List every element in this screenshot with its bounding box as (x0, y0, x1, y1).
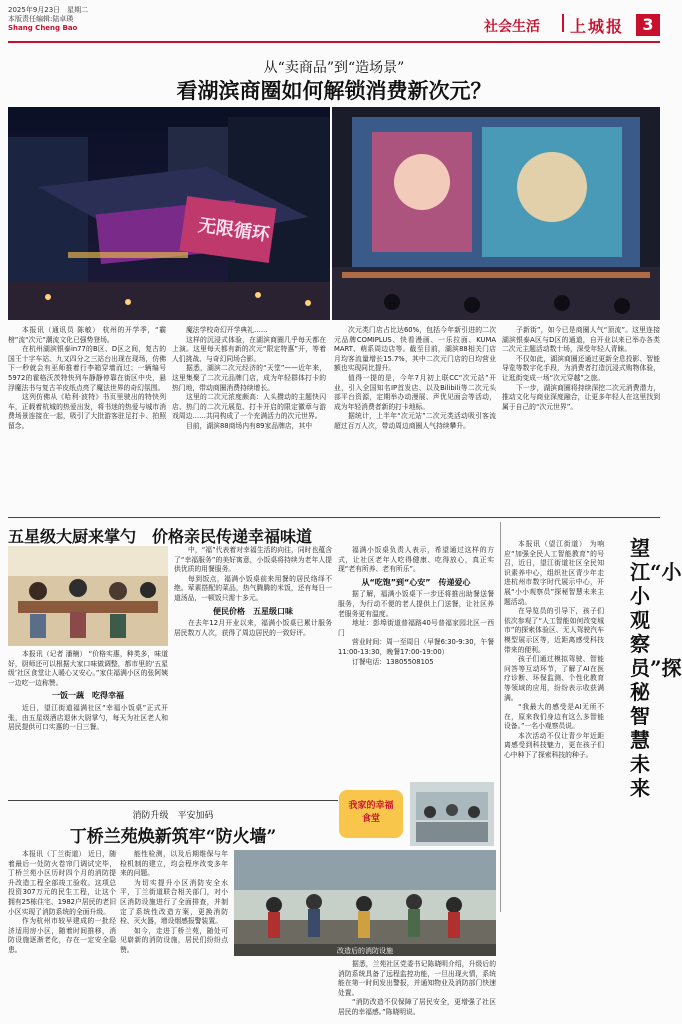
story2-para: 近日，望江街道福满社区“幸福小饭桌”正式开张，由五星级酒店退休大厨掌勺，每天为社区老人和居民提供可口实惠的一日三餐。 (8, 703, 168, 732)
story1-para: 这样的沉浸式体验，在湖滨商圈几乎每天都在上演。这里每天都有新的次元“限定特惠”开，等着人们挑战、与奇幻同场合影。 (172, 335, 326, 363)
story1-para: 子新街”，如今已是商圈人气“顶流”。这里连接湖滨银泰A区与D区的通道，自开业以来已举办各类二次元主题活动数十场，深受年轻人青睐。 (502, 326, 660, 354)
happy-canteen-badge (339, 790, 403, 838)
story2-para: 中，“福”代表着对幸福生活的向往，同时也蕴含了“幸福服务”的美好寓意，小饭桌将持续为老年人提供优质的用餐服务。 (174, 546, 332, 574)
story1-para: 不仅如此，湖滨商圈还通过更新全息投影、智能导览等数字化手段，为消费者打造沉浸式购物体验，让逛街变成一场“次元穿越”之旅。 (502, 354, 660, 382)
story3-column (504, 540, 604, 910)
story1-column-3 (334, 326, 496, 514)
header-meta (8, 6, 88, 33)
story2-column-2 (174, 546, 332, 800)
story3-title-box (612, 536, 682, 916)
story3-para: 本次活动不仅让青少年近距离感受到科技魅力，更在孩子们心中种下了探索科技的种子。 (504, 731, 604, 760)
story2-subhead-3: 从“吃饱”到“心安” 传递爱心 (361, 577, 471, 587)
story1-para: 次元类门店占比达60%，包括今年新引进的二次元品牌COMIPLUS、快看漫画、一乐拉面、KUMA MART、萌系周边店等。截至目前，湖滨88相关门店月均客流量增长15.7%，其中二次元门店的日均营业额也实现同比提升。 (334, 326, 496, 373)
story2-para: 在去年12月开业以来，福满小饭桌已累计服务居民数万人次，获得了周边居民的一致好评。 (174, 619, 332, 637)
page-number: 3 (636, 14, 660, 36)
story2-para: 地址：彭埠街道普福路40号普福家园北区一西门 (338, 619, 494, 637)
section-title: 社会生活 (484, 19, 540, 35)
story1-para: 据悉，湖滨二次元经济的“天堂”——近年来，这里集聚了二次元品牌门店，成为年轻群体打卡的热门地，带动商圈消费持续增长。 (172, 364, 326, 392)
story2-column-3 (338, 546, 494, 786)
badge-text: 我家的幸福食堂 (348, 801, 394, 824)
story2-para: 福满小饭桌负责人表示，希望通过这样的方式，让社区老年人吃得健康、吃得放心，真正实现“老有所养、老有所乐”。 (338, 546, 494, 574)
story3-para: 本报讯（望江街道） 为响应“加强全民人工智能教育”的号召，近日，望江街道社区全民知识素养中心，组织社区青少年走进杭州市数字时代展示中心，开展“小小观察员”探秘智慧未来主题活动。 (504, 540, 604, 606)
story1-para: 魔法学校奇幻开学典礼…… (186, 326, 268, 334)
story2-para: 每到饭点，福满小饭桌前来用餐的居民络绎不绝。荤素搭配的菜品，热气腾腾的米饭，还有每日一道汤品，一顿饭只需十多元。 (174, 574, 332, 602)
story2-headline: 五星级大厨来掌勺 价格亲民传递幸福味道 (8, 527, 313, 546)
story3-headline: 望江“小小观察员”探秘智慧未来 (630, 536, 682, 800)
column-divider (500, 522, 501, 912)
story2-para: 本报讯（记者 潘楠） “价格实惠，种类多，味道好，厨师还可以根据大家口味做调整，都市里的‘五星级’社区食堂让人暖心又安心。”家住福满小区的张阿姨一边吃一边称赞。 (8, 650, 168, 687)
story1-para: 这里的二次元浓度颇高：人头攒动的主题快闪店、热门的二次元展览、打卡开启的限定徽章与游戏周边……共同构成了一个充满活力的次元世界。 (172, 393, 326, 421)
story4-kicker: 消防升级 平安加码 (132, 811, 214, 821)
story1-para: 本报讯（通讯员 陈敏） 杭州的开学季，“霸榜”流“次元”潮流文化已强势登场。 (8, 326, 166, 344)
story4-para: 如今，走进丁桥兰苑，随处可见崭新的消防设施，居民们纷纷点赞。 (120, 926, 228, 954)
page-header (0, 0, 668, 56)
story2-para: 订餐电话：13805508105 (352, 657, 434, 666)
story2-para: 据了解，福满小饭桌下一步还将推出助餐送餐服务，为行动不便的老人提供上门送餐，让社区养老服务更有温度。 (338, 590, 494, 618)
story2-para: 营业时间：周一至周日（早餐6:30-9:30，午餐11:00-13:30，晚餐17:00-19:00） (338, 638, 494, 656)
story4-para: 本报讯（丁兰街道） 近日，随着最后一处防火卷帘门调试完毕，丁桥兰苑小区历时四个月的消防提升改造工程全部竣工验收。这项总投资307万元的民生工程，让这个拥有25栋住宅、1982户居民的老旧小区实现了消防系统的全面升级。 (8, 850, 116, 916)
story1-para: 下一步，湖滨商圈将持续深挖二次元消费潜力，推动文化与商业深度融合，让更多年轻人在这里找到属于自己的“次元世界”。 (502, 383, 660, 411)
paper-brand-logo: 上城报 (570, 17, 625, 36)
story2-subhead-1: 一饭一蔬 吃得幸福 (52, 691, 124, 701)
story2-photo-canteen (410, 782, 494, 846)
story1-para: 据统计，上半年“次元站”二次元类活动吸引客流超过百万人次，带动周边商圈人气持续攀升。 (334, 412, 496, 430)
story4-column-3 (338, 960, 496, 1020)
story2-photo-diners (8, 546, 168, 646)
story3-para: “我最大的感受是AI无所不在，原来我们身边有这么多智能设备。”一名小观察员说。 (504, 703, 604, 731)
story4-para: 据悉，兰苑社区党委书记陈晓明介绍，升级后的消防系统具备了远程监控功能，一旦出现火情，系统能在第一时间发出警报，并通知物业及消防部门快速处置。 (338, 960, 496, 997)
story1-para: 值得一提的是，今年7月初上联CC“次元站”开业，引入全国知名IP首发店、以及Bilibili等二次元头部平台资源，定期举办动漫展、声优见面会等活动，成为年轻消费者新的打卡地标。 (334, 373, 496, 411)
story1-headline: 看湖滨商圈如何解锁消费新次元？ (176, 78, 492, 103)
story4-column-2 (120, 850, 228, 1020)
story1-para: 目前，湖滨88商场内有89家品牌店，其中 (186, 421, 313, 430)
story1-column-4 (502, 326, 660, 514)
photo-caption: 改造后的消防设施 (337, 947, 393, 955)
story4-headline: 丁桥兰苑焕新筑牢“防火墙” (69, 827, 277, 847)
story1-photo-night-mall (8, 107, 330, 320)
story1-column-1 (8, 326, 166, 514)
story4-column-1 (8, 850, 116, 1020)
issue-date: 2025年9月23日 星期二 (8, 6, 89, 14)
story1-kicker: 从“卖商品”到“造场景” (263, 60, 405, 76)
section-rule (8, 517, 660, 518)
story1-column-2 (172, 326, 326, 514)
story3-para: 孩子们通过模拟驾驶、智能问答等互动环节，了解了AI在医疗诊断、环保监测、个性化教育等领域的应用，纷纷表示收获满满。 (504, 655, 604, 702)
story4-photo-fire-training (234, 850, 496, 956)
section-rule (8, 800, 338, 801)
editor-line: 本版责任编辑:陆卓瑛 (8, 15, 74, 23)
story1-para: 这列仿佛从《哈利·波特》书页里驶出的特快列车，正载着杭城的热爱出发，将书迷的热爱与城市消费场景连接在一起，吸引了大批游客驻足打卡、拍照留念。 (8, 393, 166, 430)
story4-column-2b (234, 960, 334, 1020)
story1-para: 在杭州湖滨银泰in77的B区、D区之间，复古的国王十字车站、九又四分之三站台出现在现场，仿佛下一秒就会有巫师推着行李箱穿墙而过；一辆编号5972的霍格沃茨特快列车静静停靠在街区中央，悬浮魔法书与复古羊皮纸点亮了魔法世界的奇幻氛围。 (8, 345, 166, 392)
story4-para: 为切实提升小区消防安全水平，丁兰街道联合相关部门，对小区消防设施进行了全面排查，并制定了系统性改造方案，更换消防栓、灭火器，增设烟感报警装置。 (120, 878, 228, 926)
story4-para: “消防改造不仅保障了居民安全，更增强了社区居民的幸福感。”陈晓明说。 (338, 998, 496, 1016)
story4-para: 作为杭州市较早建成的一批经济适用房小区，随着时间推移，消防设施逐渐老化，存在一定安全隐患。 (8, 917, 116, 954)
story4-para: 能性检测，以及后期维保与年检机制的建立，均会程序改变多年来的问题。 (120, 850, 228, 878)
section-divider (562, 14, 564, 32)
header-rule (8, 41, 660, 43)
story3-para: 在导览员的引导下，孩子们依次参观了“人工智能如何改变城市”的探索体验区、无人驾驶汽车模型展示区等，近距离感受科技带来的便利。 (504, 607, 604, 654)
story2-column-1 (8, 650, 168, 800)
story2-subhead-2: 便民价格 五星级口味 (213, 606, 293, 616)
photo-sign-text: 无限循环 (196, 214, 271, 246)
paper-english-name: Shang Cheng Bao (8, 24, 78, 32)
story1-photo-anime-screen (332, 107, 660, 320)
